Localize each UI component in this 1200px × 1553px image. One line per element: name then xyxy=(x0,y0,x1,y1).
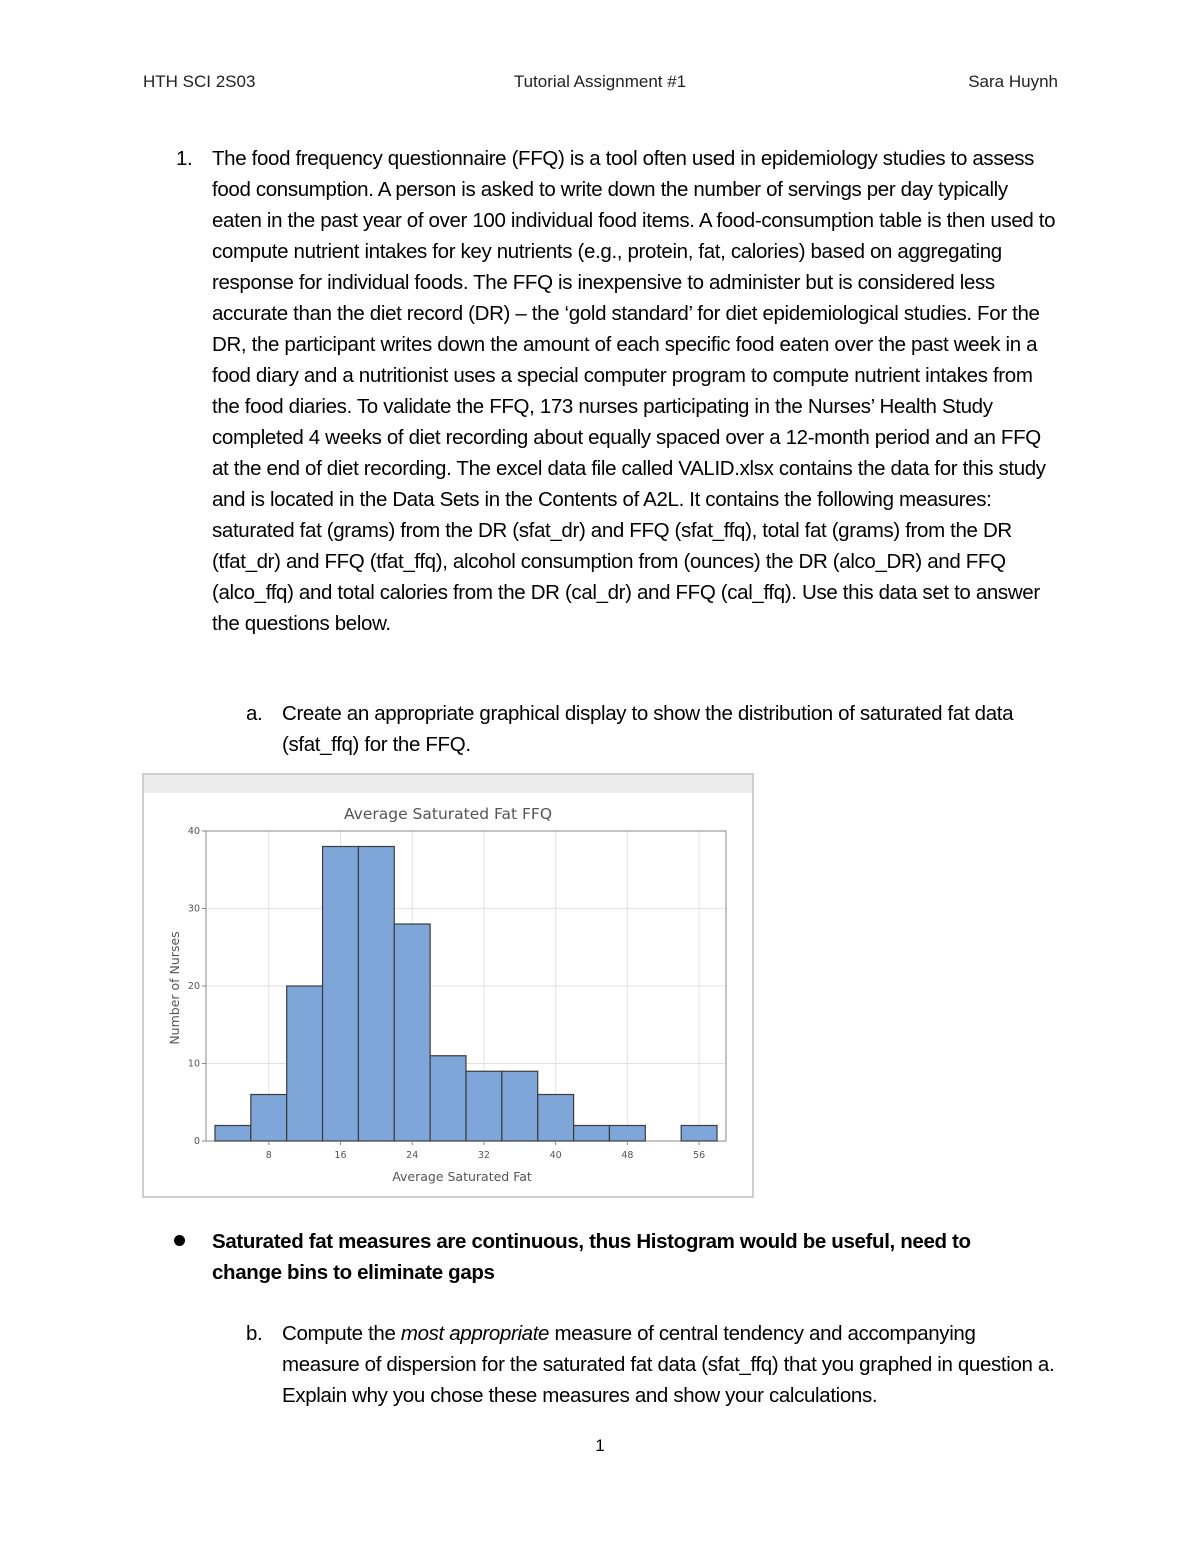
x-tick-label: 48 xyxy=(621,1150,634,1161)
part-b-label: b. xyxy=(246,1322,263,1345)
answer-a xyxy=(172,1226,1032,1288)
question-part-a xyxy=(246,698,1056,760)
question-text: The food frequency questionnaire (FFQ) is a tool often used in epidemiology studies to assess food consumption. A person is asked to write down the number of servings per day typically eaten in the past year of over 100 individual food items. A food-consumption table is then used to compute nutrient intakes for key nutrients (e.g., protein, fat, calories) based on aggregating response for individual foods. The FFQ is inexpensive to administer but is considered less accurate than the diet record (DR) – the ‘gold standard’ for diet epidemiological studies. For the DR, the participant writes down the amount of each specific food eaten over the past week in a food diary and a nutritionist uses a special computer program to compute nutrient intakes from the food diaries. To validate the FFQ, 173 nurses participating in the Nurses’ Health Study completed 4 weeks of diet recording about equally spaced over a 12-month period and an FFQ at the end of diet recording. The excel data file called VALID.xlsx contains the data for this study and is located in the Data Sets in the Contents of A2L. It contains the following measures: saturated fat (grams) from the DR (sfat_dr) and FFQ (sfat_ffq), total fat (grams) from the DR (tfat_dr) and FFQ (tfat_ffq), alcohol consumption from (ounces) the DR (alco_DR) and FFQ (alco_ffq) and total calories from the DR (cal_dr) and FFQ (cal_ffq). Use this data set to answer the questions below. xyxy=(212,147,1056,635)
histogram-bar xyxy=(681,1126,717,1142)
x-tick-label: 24 xyxy=(406,1150,419,1161)
x-tick-label: 40 xyxy=(549,1150,562,1161)
part-b-emphasis: most appropriate xyxy=(400,1322,550,1345)
question-part-b xyxy=(246,1318,1056,1411)
histogram-bar xyxy=(394,924,430,1141)
chart-title: Average Saturated Fat FFQ xyxy=(343,805,553,823)
course-code: HTH SCI 2S03 xyxy=(143,72,256,91)
x-tick-label: 32 xyxy=(477,1150,490,1161)
part-b-text-end: measure of central tendency and accompanying measure of dispersion for the saturated fat data (sfat_ffq) that you graphed in question a. Explain why you chose these measures and show your calculations. xyxy=(282,1322,1055,1407)
question-1 xyxy=(176,143,1056,639)
y-tick-label: 0 xyxy=(193,1136,200,1147)
histogram-bar xyxy=(466,1071,502,1141)
x-tick-label: 16 xyxy=(334,1150,347,1161)
histogram-bar xyxy=(287,986,323,1141)
y-tick-label: 40 xyxy=(187,826,200,837)
histogram-chart xyxy=(144,775,752,1196)
histogram-figure xyxy=(142,773,754,1198)
y-tick-label: 10 xyxy=(187,1058,200,1070)
part-a-label: a. xyxy=(246,702,263,725)
histogram-bar xyxy=(358,847,394,1142)
x-tick-label: 56 xyxy=(693,1150,706,1161)
histogram-bar xyxy=(609,1126,645,1142)
part-b-text xyxy=(282,1318,1056,1411)
histogram-bar xyxy=(574,1126,610,1142)
bullet-icon xyxy=(174,1235,185,1246)
histogram-bar xyxy=(502,1071,538,1141)
page-header xyxy=(0,72,1200,96)
histogram-bar xyxy=(430,1056,466,1141)
author-name: Sara Huynh xyxy=(968,72,1058,91)
histogram-bar xyxy=(538,1095,574,1142)
question-number: 1. xyxy=(176,147,193,170)
y-tick-label: 30 xyxy=(187,903,200,915)
x-tick-label: 8 xyxy=(265,1150,272,1161)
y-axis-label: Number of Nurses xyxy=(167,931,182,1045)
histogram-bar xyxy=(251,1095,287,1142)
answer-a-text: Saturated fat measures are continuous, thus Histogram would be useful, need to change bins to eliminate gaps xyxy=(212,1230,971,1284)
document-title: Tutorial Assignment #1 xyxy=(513,72,687,91)
y-tick-label: 20 xyxy=(187,981,200,992)
page-number: 1 xyxy=(595,1436,605,1455)
part-a-text: Create an appropriate graphical display to show the distribution of saturated fat data (sfat_ffq) for the FFQ. xyxy=(282,702,1014,756)
histogram-bar xyxy=(323,847,359,1142)
part-b-text-start: Compute the xyxy=(282,1322,401,1345)
x-axis-label: Average Saturated Fat xyxy=(392,1169,532,1184)
histogram-bar xyxy=(215,1126,251,1142)
chart-bars xyxy=(215,847,717,1142)
